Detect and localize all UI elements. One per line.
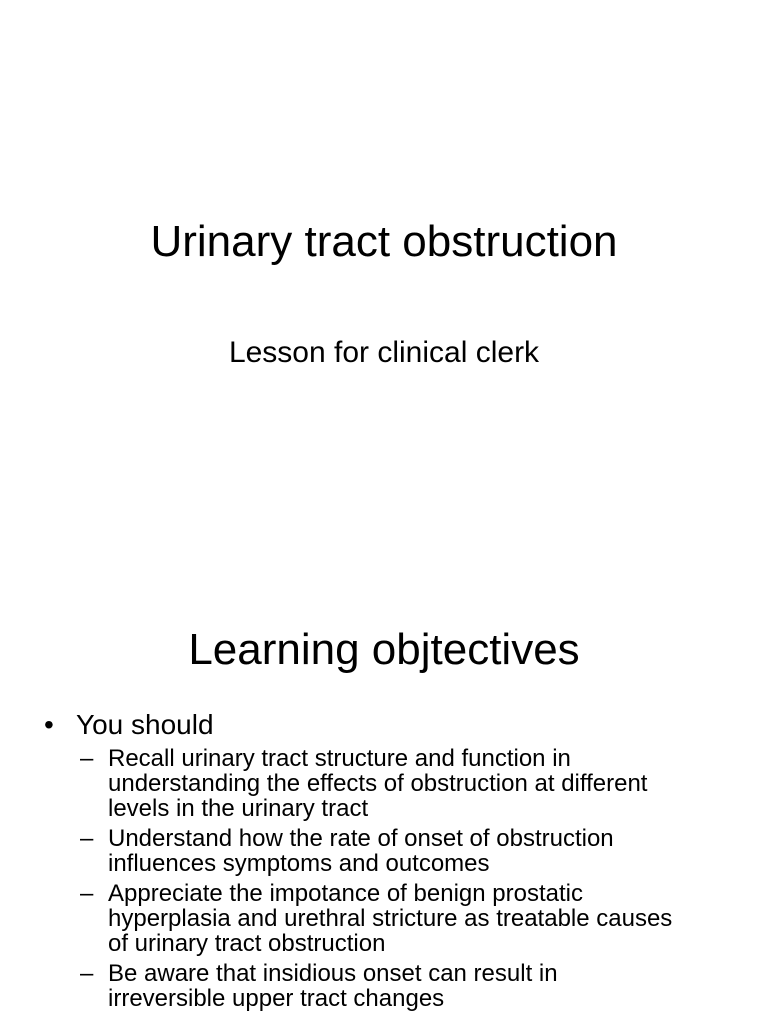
list-item: [80, 961, 760, 1011]
main-bullet-text: You should: [76, 709, 214, 740]
list-item-line: influences symptoms and outcomes: [108, 850, 490, 877]
list-item-line: of urinary tract obstruction: [108, 930, 386, 957]
list-item-line: understanding the effects of obstruction at different: [108, 770, 648, 797]
list-item-line: Recall urinary tract structure and function in: [108, 745, 571, 772]
list-item-line: irreversible upper tract changes: [108, 985, 445, 1012]
dash-marker: –: [80, 880, 94, 907]
slide-title-heading: Urinary tract obstruction: [150, 217, 618, 266]
list-item-line: Appreciate the impotance of benign prostatic: [108, 880, 583, 907]
list-item: [80, 881, 760, 956]
objectives-heading: Learning objtectives: [188, 625, 580, 674]
list-item: [80, 746, 760, 821]
main-bullet: [44, 708, 214, 742]
list-item-line: levels in the urinary tract: [108, 795, 369, 822]
dash-marker: –: [80, 825, 94, 852]
slide-subtitle: Lesson for clinical clerk: [228, 336, 540, 369]
list-item-line: Understand how the rate of onset of obstruction: [108, 825, 614, 852]
objectives-list: [80, 746, 760, 1016]
dash-marker: –: [80, 960, 94, 987]
list-item-line: hyperplasia and urethral stricture as treatable causes: [108, 905, 673, 932]
list-item-line: Be aware that insidious onset can result in: [108, 960, 558, 987]
dash-marker: –: [80, 745, 94, 772]
slide-objectives: [0, 512, 768, 1024]
list-item: [80, 826, 760, 876]
bullet-marker: •: [44, 709, 54, 740]
